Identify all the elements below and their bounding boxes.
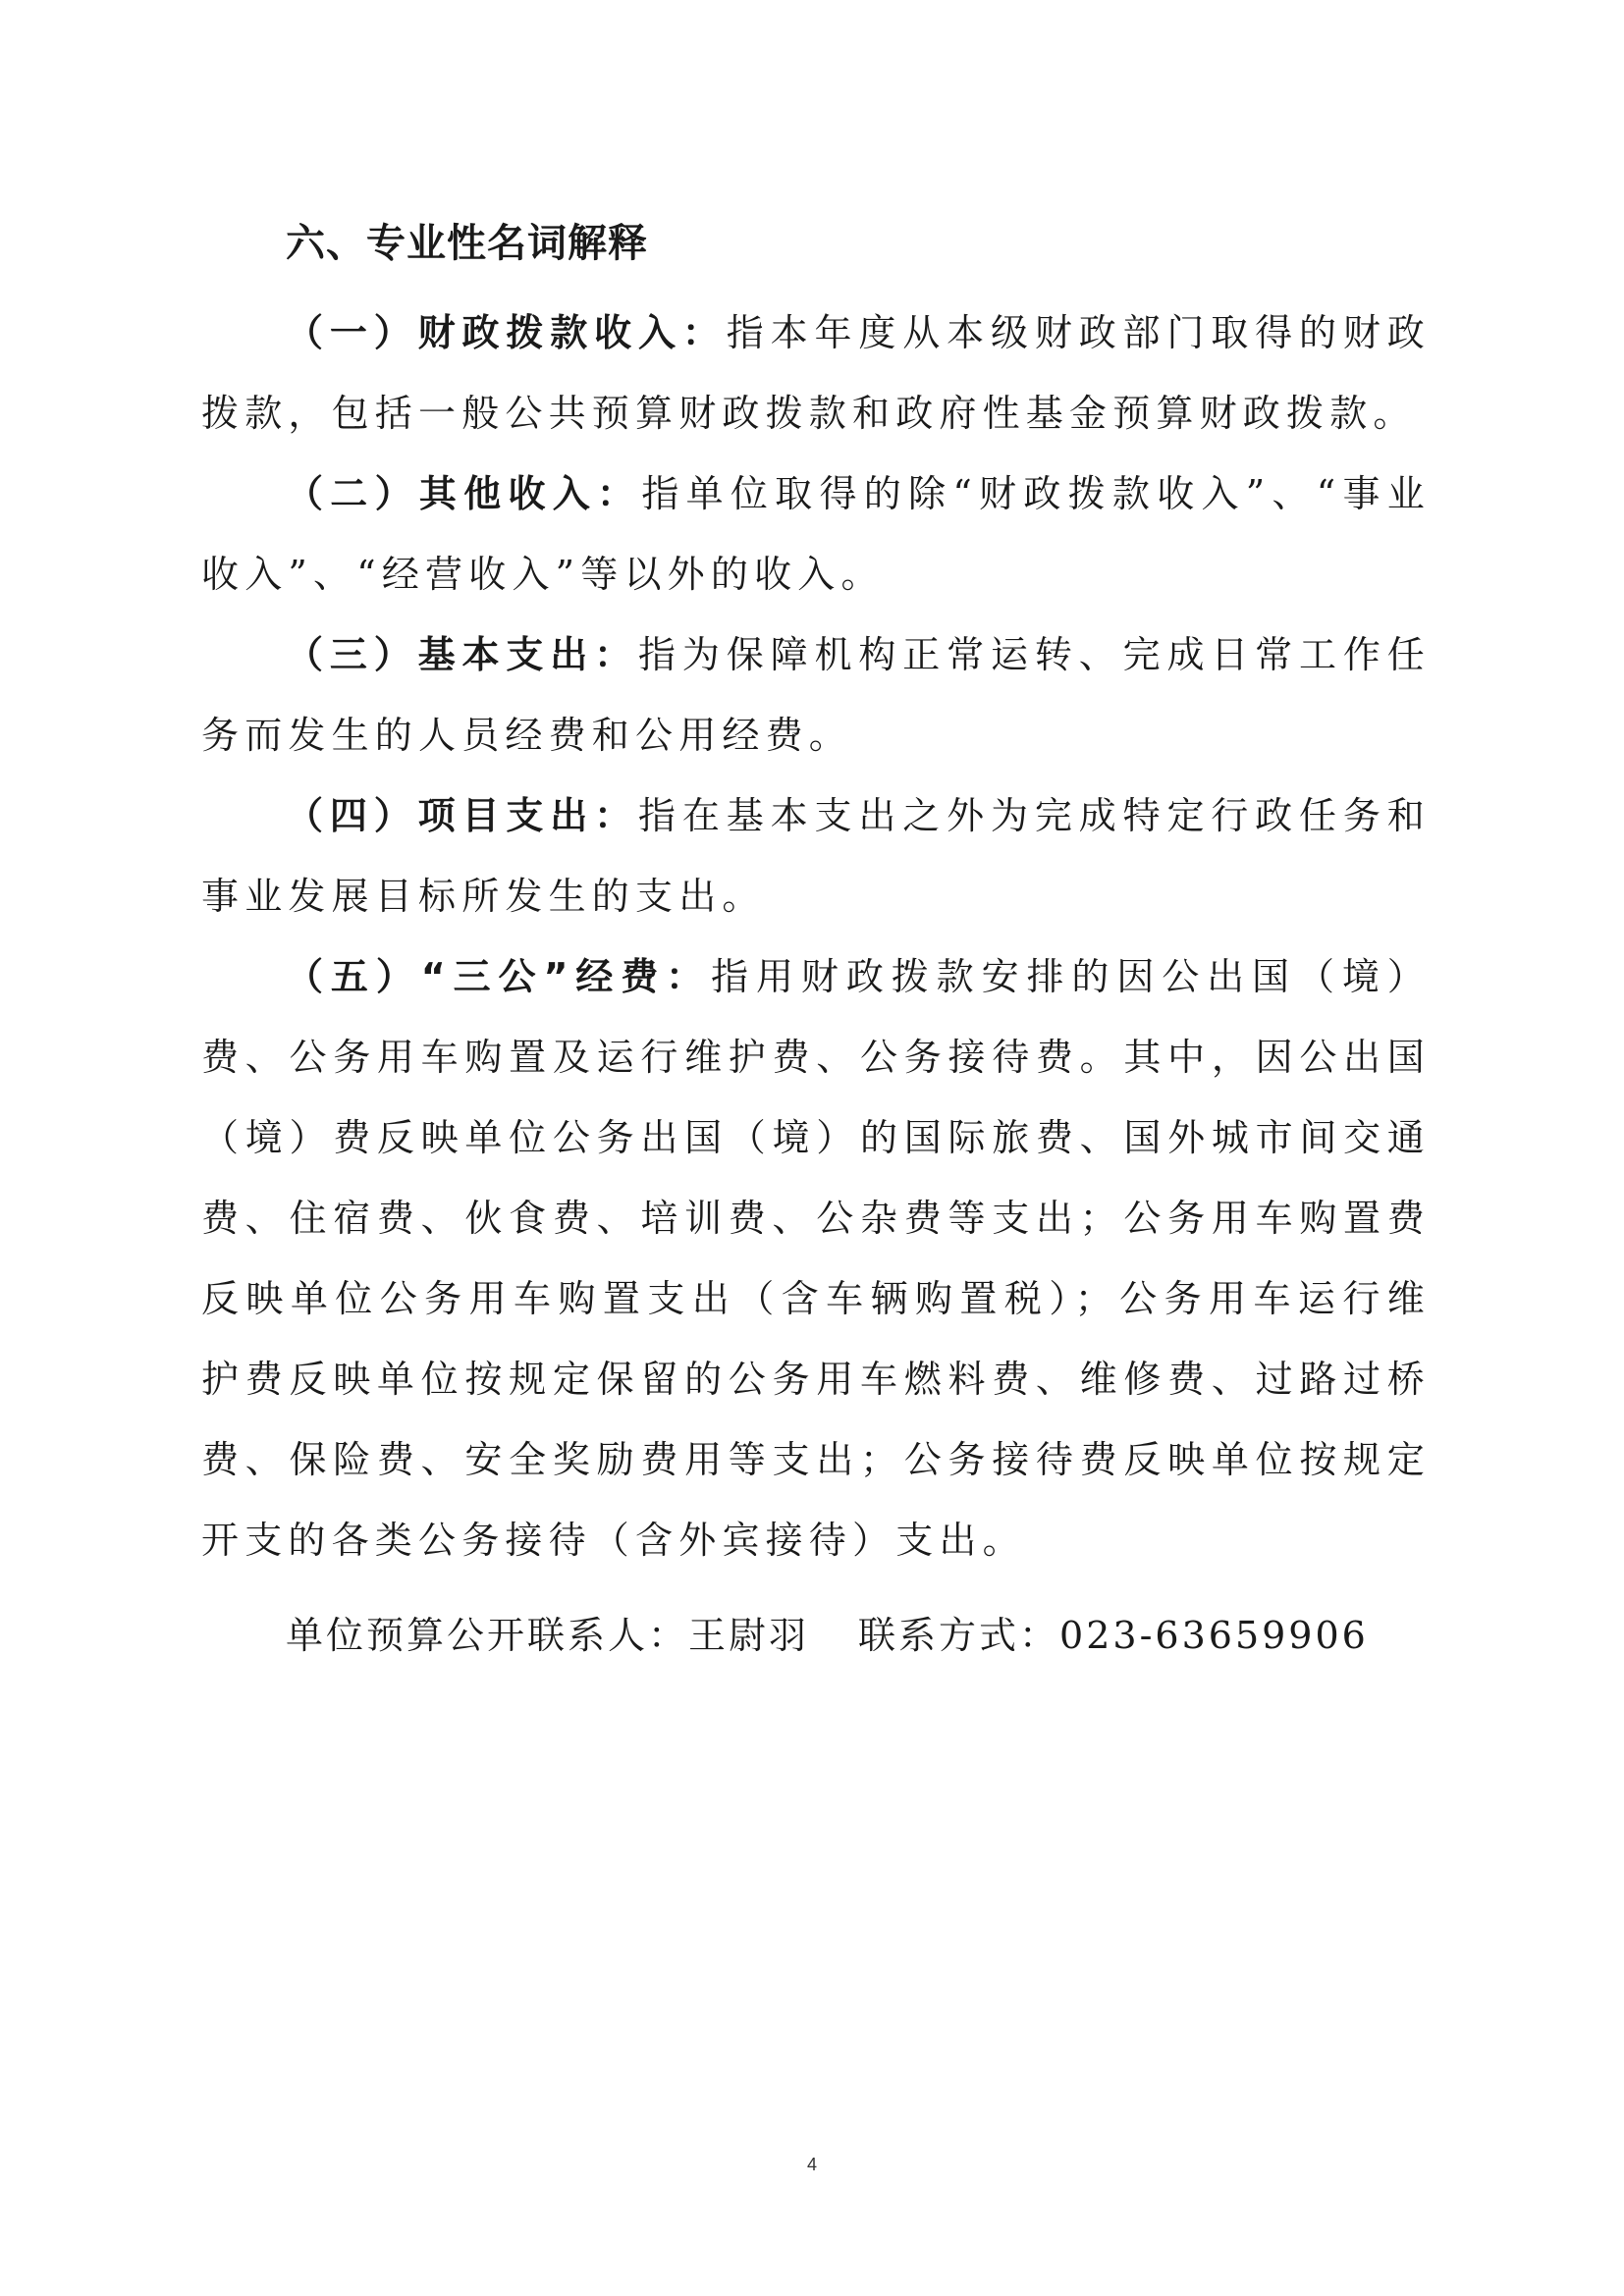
definition-text: 指本年度从本级财政部门取得的财政拨款，包括一般公共预算财政拨款和政府性基金预算财政拨款。 — [201, 311, 1431, 435]
contact-phone: 023-63659906 — [1059, 1614, 1369, 1657]
definition-paragraph — [201, 614, 1431, 775]
definition-text: 指单位取得的除“财政拨款收入”、“事业收入”、“经营收入”等以外的收入。 — [201, 472, 1431, 596]
definition-paragraph — [201, 293, 1431, 454]
definition-term: （一）财政拨款收入： — [286, 311, 727, 354]
definition-paragraph — [201, 936, 1431, 1580]
contact-person-name: 王尉羽 — [688, 1614, 810, 1657]
definition-term: （二）其他收入： — [286, 472, 642, 515]
definition-text: 指为保障机构正常运转、完成日常工作任务而发生的人员经费和公用经费。 — [201, 633, 1431, 757]
contact-person-label: 单位预算公开联系人： — [286, 1614, 689, 1657]
definition-paragraph — [201, 775, 1431, 936]
definition-term: （三）基本支出： — [286, 633, 638, 676]
definition-text: 指在基本支出之外为完成特定行政任务和事业发展目标所发生的支出。 — [201, 794, 1431, 918]
section-heading: 六、专业性名词解释 — [286, 221, 648, 266]
definition-term: （五）“三公”经费： — [286, 955, 712, 998]
contact-method-label: 联系方式： — [858, 1614, 1060, 1657]
definition-text: 指用财政拨款安排的因公出国（境）费、公务用车购置及运行维护费、公务接待费。其中，因公出国（境）费反映单位公务出国（境）的国际旅费、国外城市间交通费、住宿费、伙食费、培训费、公杂费等支出；公务用车购置费反映单位公务用车购置支出（含车辆购置税）；公务用车运行维护费反映单位按规定保留的公务用车燃料费、维修费、过路过桥费、保险费、安全奖励费用等支出；公务接待费反映单位按规定开支的各类公务接待（含外宾接待）支出。 — [201, 955, 1432, 1562]
page-number: 4 — [806, 2155, 817, 2174]
definition-paragraph — [201, 454, 1431, 614]
contact-line — [286, 1596, 1369, 1675]
definition-term: （四）项目支出： — [286, 794, 638, 837]
